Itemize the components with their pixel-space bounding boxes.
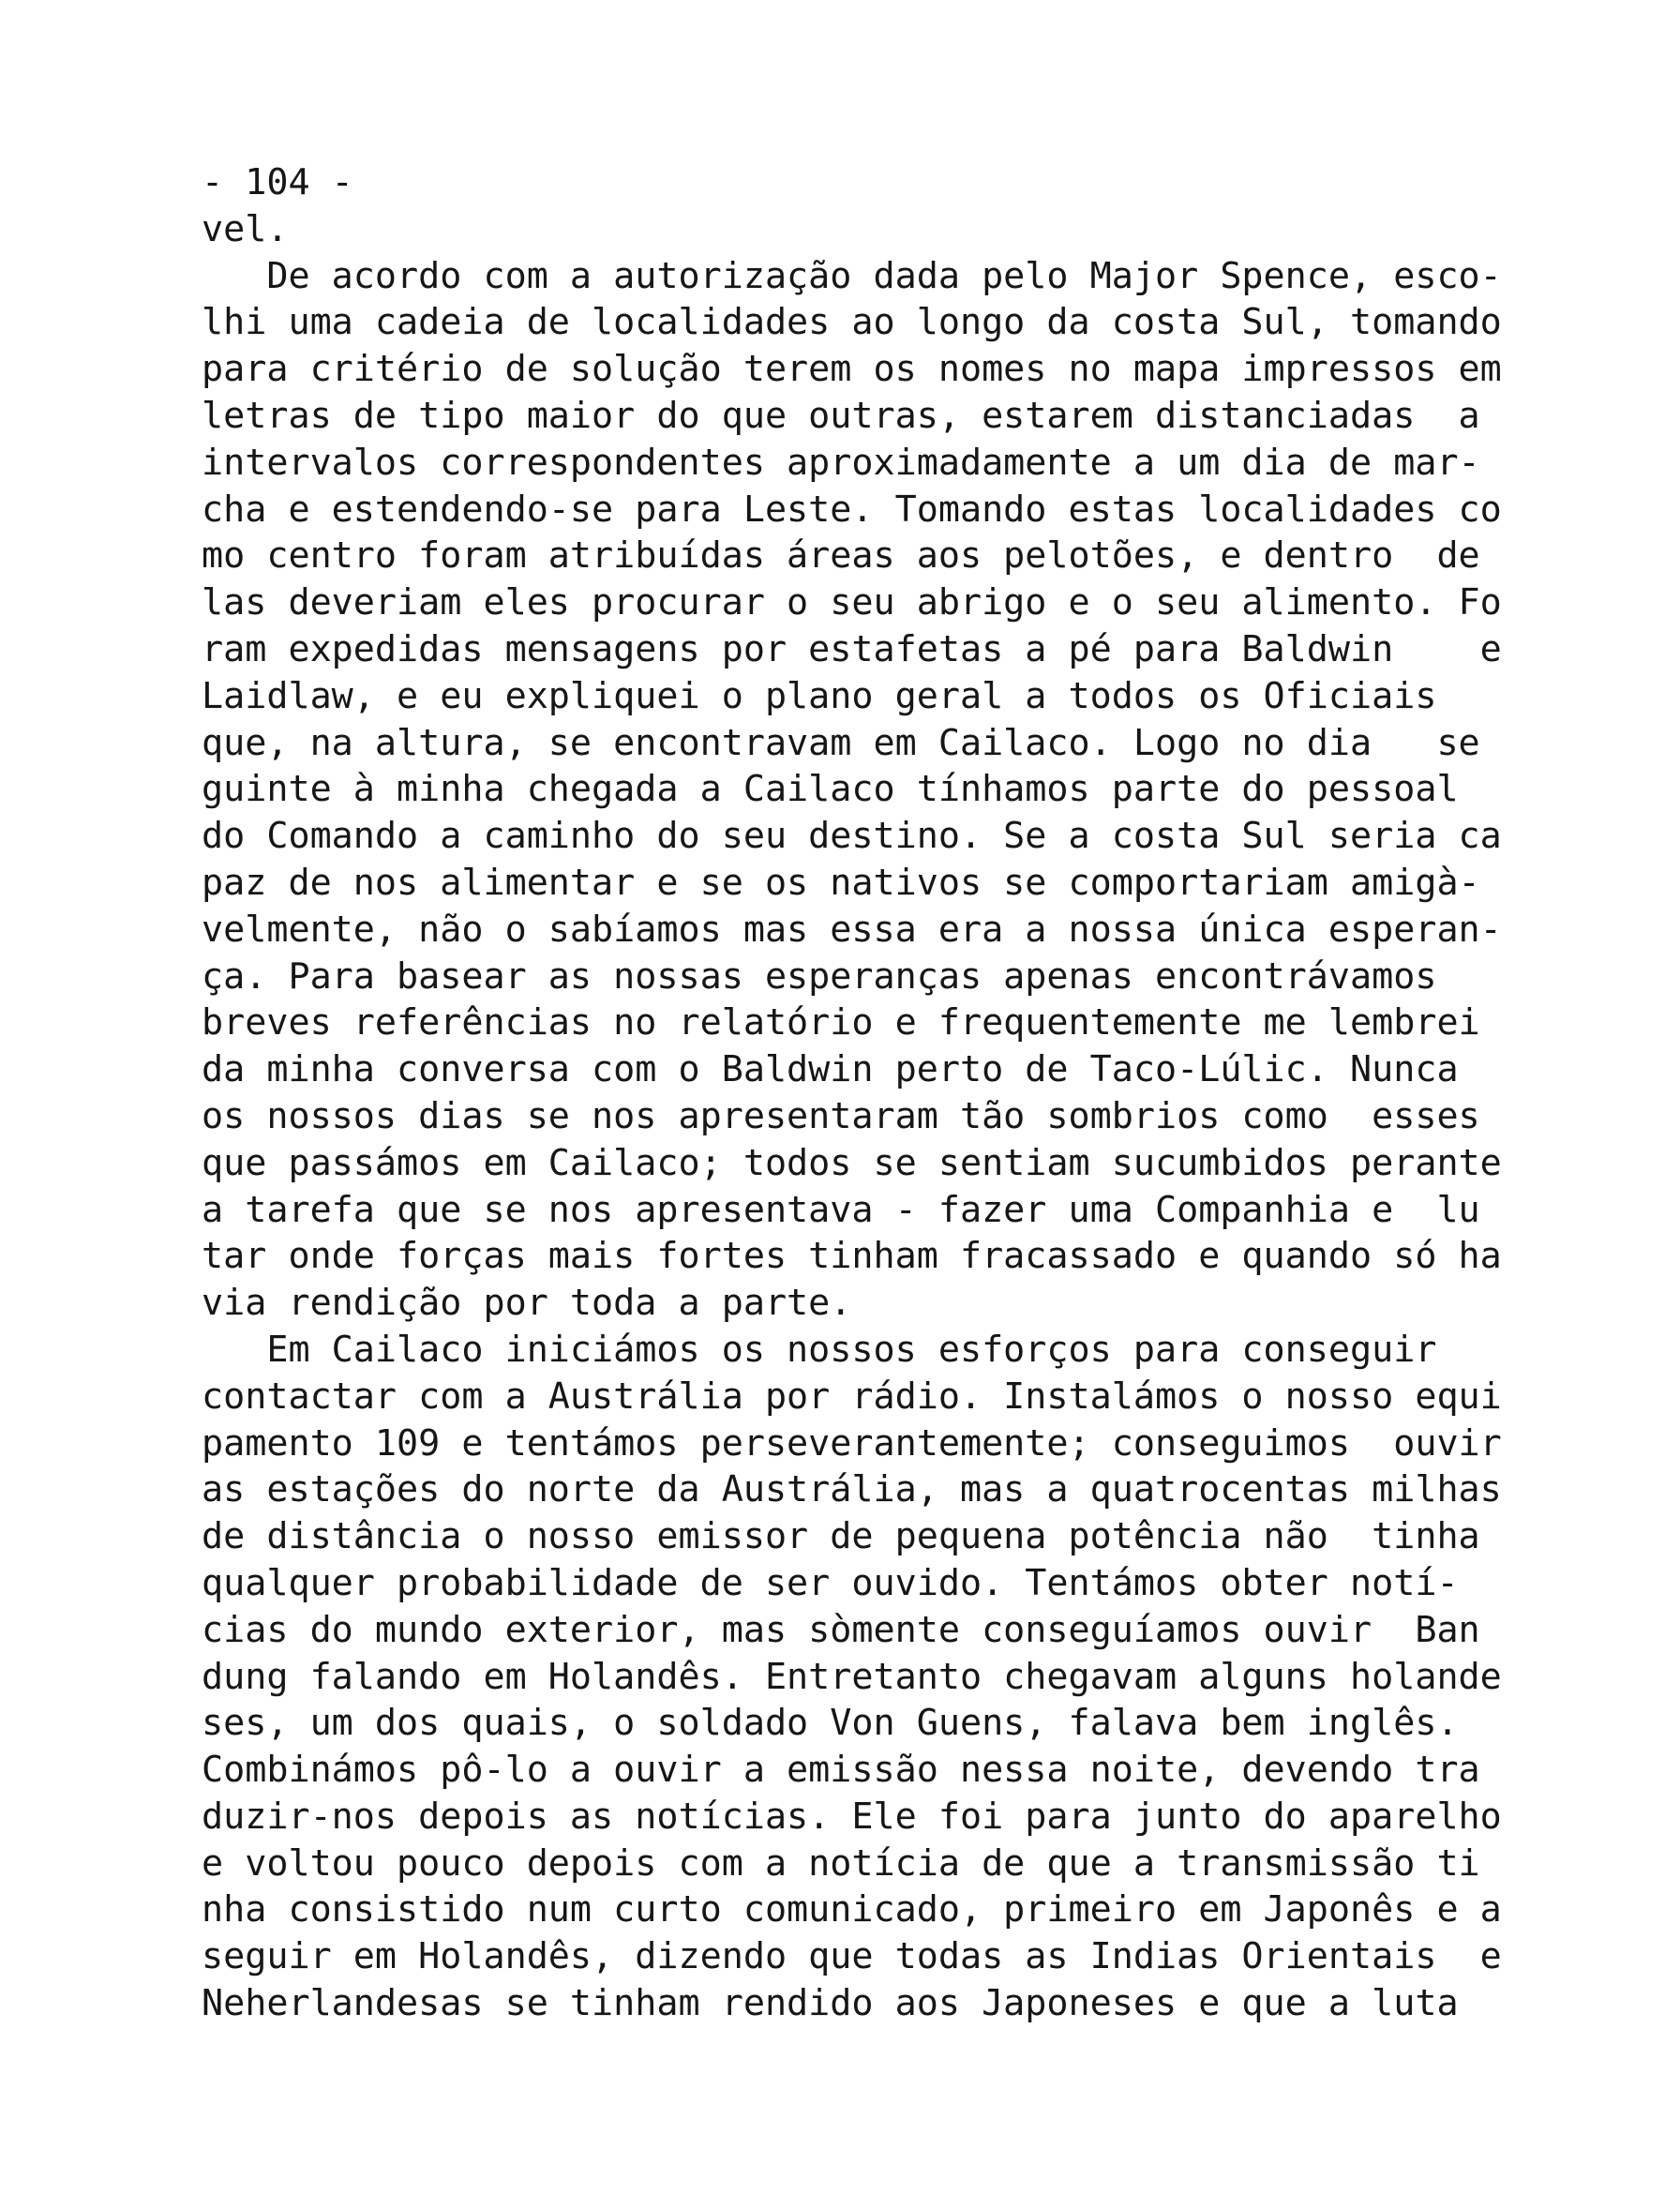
text-line: cias do mundo exterior, mas sòmente conseguíamos ouvir Ban: [202, 1608, 1480, 1651]
text-line: Combinámos pô-lo a ouvir a emissão nessa noite, devendo tra: [202, 1749, 1480, 1792]
text-line: ça. Para basear as nossas esperanças apenas encontrávamos: [202, 954, 1437, 998]
text-line: guinte à minha chegada a Cailaco tínhamos parte do pessoal: [202, 768, 1459, 811]
text-line: De acordo com a autorização dada pelo Major Spence, esco-: [202, 254, 1502, 297]
text-line: dung falando em Holandês. Entretanto chegavam alguns holande: [202, 1655, 1502, 1698]
text-line: que, na altura, se encontravam em Cailaco. Logo no dia se: [202, 721, 1480, 764]
text-line: contactar com a Austrália por rádio. Instalámos o nosso equi: [202, 1375, 1502, 1418]
text-line: via rendição por toda a parte.: [202, 1282, 852, 1325]
text-line: lhi uma cadeia de localidades ao longo da costa Sul, tomando: [202, 301, 1502, 344]
text-line: Neherlandesas se tinham rendido aos Japoneses e que a luta: [202, 1982, 1459, 2025]
text-line: las deveriam eles procurar o seu abrigo e o seu alimento. Fo: [202, 581, 1502, 624]
text-line: ses, um dos quais, o soldado Von Guens, falava bem inglês.: [202, 1702, 1459, 1745]
text-line: duzir-nos depois as notícias. Ele foi para junto do aparelho: [202, 1795, 1502, 1838]
text-line: pamento 109 e tentámos perseverantemente; conseguimos ouvir: [202, 1421, 1502, 1465]
text-line: letras de tipo maior do que outras, estarem distanciadas a: [202, 394, 1480, 437]
text-line: Laidlaw, e eu expliquei o plano geral a todos os Oficiais: [202, 674, 1437, 717]
text-line: nha consistido num curto comunicado, primeiro em Japonês e a: [202, 1888, 1502, 1931]
text-line: vel.: [202, 207, 289, 250]
text-line: de distância o nosso emissor de pequena potência não tinha: [202, 1515, 1480, 1558]
text-line: tar onde forças mais fortes tinham fracassado e quando só ha: [202, 1235, 1502, 1278]
text-line: e voltou pouco depois com a notícia de que a transmissão ti: [202, 1841, 1480, 1885]
text-line: para critério de solução terem os nomes no mapa impressos em: [202, 348, 1502, 391]
page-number: - 104 -: [202, 161, 353, 203]
text-line: a tarefa que se nos apresentava - fazer uma Companhia e lu: [202, 1188, 1480, 1231]
text-line: cha e estendendo-se para Leste. Tomando estas localidades co: [202, 488, 1502, 531]
text-line: os nossos dias se nos apresentaram tão sombrios como esses: [202, 1094, 1480, 1137]
text-line: mo centro foram atribuídas áreas aos pelotões, e dentro de: [202, 534, 1480, 578]
text-line: da minha conversa com o Baldwin perto de Taco-Lúlic. Nunca: [202, 1048, 1459, 1091]
text-line: do Comando a caminho do seu destino. Se a costa Sul seria ca: [202, 815, 1502, 858]
text-line: qualquer probabilidade de ser ouvido. Tentámos obter notí-: [202, 1561, 1459, 1604]
text-line: as estações do norte da Austrália, mas a quatrocentas milhas: [202, 1468, 1502, 1511]
text-line: ram expedidas mensagens por estafetas a pé para Baldwin e: [202, 627, 1502, 670]
page-text: [202, 159, 1627, 2027]
text-line: que passámos em Cailaco; todos se sentiam sucumbidos perante: [202, 1141, 1502, 1184]
text-line: breves referências no relatório e frequentemente me lembrei: [202, 1001, 1480, 1044]
text-line: velmente, não o sabíamos mas essa era a nossa única esperan-: [202, 908, 1502, 951]
text-line: paz de nos alimentar e se os nativos se comportariam amigà-: [202, 861, 1480, 904]
text-line: Em Cailaco iniciámos os nossos esforços para conseguir: [202, 1328, 1437, 1371]
text-line: seguir em Holandês, dizendo que todas as Indias Orientais e: [202, 1935, 1502, 1978]
text-line: intervalos correspondentes aproximadamente a um dia de mar-: [202, 441, 1480, 484]
